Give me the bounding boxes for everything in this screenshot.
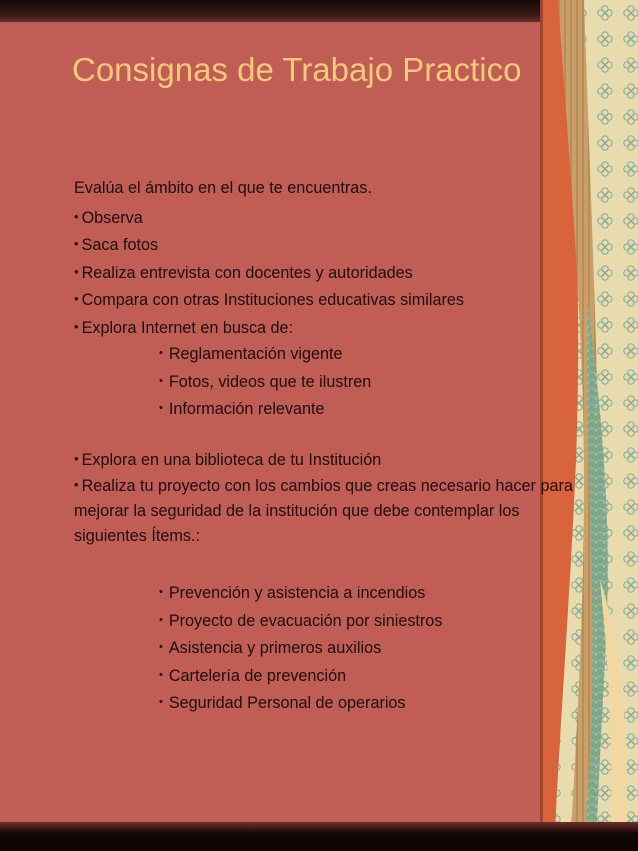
list-item — [74, 445, 574, 473]
step-label: Explora Internet en busca de: — [81, 318, 294, 337]
sub-item-label: Prevención y asistencia a incendios — [168, 584, 426, 602]
list-item — [74, 230, 574, 258]
sub-item-label: Reglamentación vigente — [168, 345, 343, 363]
sub-item-label: Asistencia y primeros auxilios — [168, 639, 382, 657]
step-label: Observa — [81, 208, 143, 227]
step-label: Saca fotos — [81, 236, 159, 254]
bullet-icon: • — [74, 236, 79, 251]
sub-bullet-icon: • — [159, 586, 163, 598]
step-label: Compara con otras Instituciones educativas similares — [81, 291, 464, 309]
library-step-label: Explora en una biblioteca de tu Institución — [81, 450, 382, 469]
bottom-border-band — [0, 822, 638, 851]
list-item — [74, 203, 574, 231]
sub-list-item — [74, 689, 574, 717]
sub-list-item — [74, 368, 574, 396]
step-label: Realiza entrevista con docentes y autoridades — [81, 263, 413, 282]
sub-item-label: Cartelería de prevención — [168, 666, 347, 685]
sub-item-label: Fotos, videos que te ilustren — [168, 372, 372, 391]
slide-body — [74, 175, 574, 717]
sub-item-label: Información relevante — [168, 400, 325, 418]
bullet-icon: • — [74, 263, 79, 279]
intro-text: Evalúa el ámbito en el que te encuentras. — [74, 179, 372, 197]
sub-bullet-icon: • — [159, 696, 163, 708]
project-step-label: Realiza tu proyecto con los cambios que creas necesario hacer para mejorar la seguridad de la institución que debe contemplar los siguientes Ítems.: — [74, 477, 573, 545]
bullet-icon: • — [74, 318, 79, 334]
sub-bullet-icon: • — [159, 613, 163, 626]
list-item — [74, 258, 574, 286]
sub-list-item — [74, 662, 574, 690]
sub-bullet-icon: • — [159, 374, 163, 387]
sub-list-item — [74, 634, 574, 662]
slide-title: Consignas de Trabajo Practico — [72, 51, 522, 88]
bullet-icon: • — [74, 477, 79, 492]
bullet-icon: • — [74, 450, 79, 466]
sub-list-item — [74, 340, 574, 368]
sub-list-item — [74, 395, 574, 423]
sub-bullet-icon: • — [159, 668, 163, 681]
sub-item-label: Proyecto de evacuación por siniestros — [168, 611, 443, 630]
sub-bullet-icon: • — [159, 402, 163, 414]
list-item — [74, 313, 574, 341]
sub-item-label: Seguridad Personal de operarios — [168, 694, 406, 712]
sub-list-item — [74, 607, 574, 635]
sub-list-item — [74, 579, 574, 607]
bullet-icon: • — [74, 208, 79, 224]
sub-bullet-icon: • — [159, 641, 163, 653]
bullet-icon: • — [74, 291, 79, 306]
list-item — [74, 285, 574, 313]
project-step — [74, 472, 574, 549]
sub-bullet-icon: • — [159, 347, 163, 359]
